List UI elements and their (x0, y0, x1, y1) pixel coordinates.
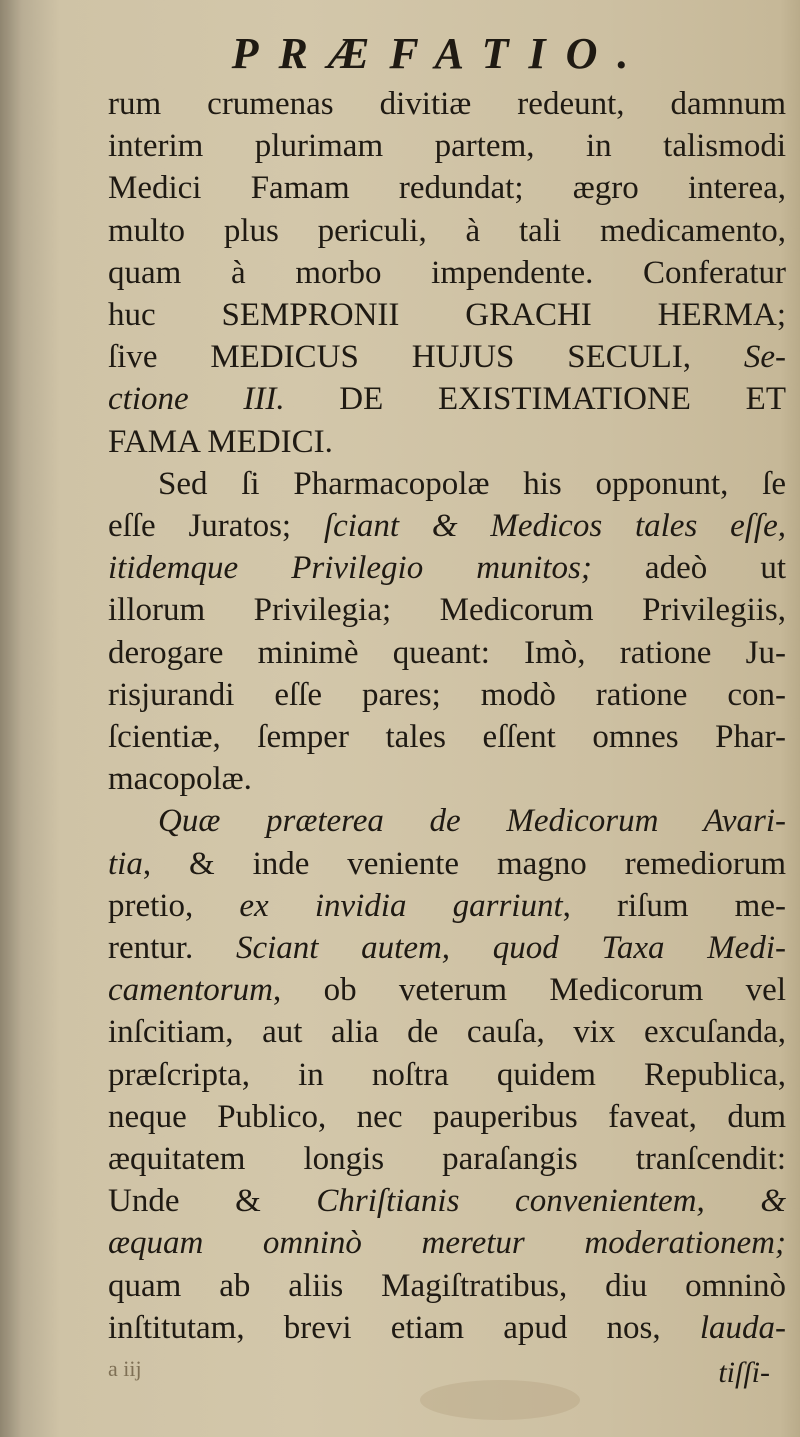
text-line (108, 759, 786, 799)
text-line (108, 928, 786, 968)
text-line (108, 1097, 786, 1137)
italic-text: ſciant & Medicos tales eſſe, (323, 508, 786, 544)
text-line (108, 253, 786, 293)
text-line (108, 337, 786, 377)
text-line (108, 801, 786, 841)
text-line (108, 717, 786, 757)
italic-text: Chriſtianis convenientem, & (316, 1183, 786, 1220)
text-line (108, 590, 786, 630)
roman-text: eſſe Juratos; (108, 508, 324, 544)
roman-text: multo plus periculi, à tali medicamento, (108, 212, 786, 249)
roman-text: risjurandi eſſe pares; modò ratione con- (108, 676, 786, 713)
roman-text: pretio, (108, 887, 240, 924)
italic-text: camentorum (108, 972, 273, 1009)
roman-text: Medici Famam redundat; ægro interea, (108, 170, 786, 207)
page-heading: PRÆFATIO. (231, 29, 649, 78)
text-line (108, 211, 786, 251)
text-line (108, 1055, 786, 1095)
text-line (108, 84, 786, 124)
text-line (108, 1181, 786, 1221)
text-line (108, 633, 786, 673)
text-line (108, 168, 786, 208)
roman-text: ſive MEDICUS HUJUS SECULI, (108, 339, 744, 376)
italic-text: Se- (743, 339, 786, 376)
italic-text: itidemque Privilegio munitos; (108, 550, 592, 587)
text-line (108, 1139, 786, 1179)
text-line (108, 1223, 786, 1263)
roman-text: , riſum me- (562, 887, 786, 924)
italic-text: ctione III. (108, 381, 285, 418)
text-line (108, 1266, 786, 1306)
text-line (108, 126, 786, 166)
roman-text: DE EXISTIMATIONE ET (284, 381, 786, 418)
text-line (108, 844, 786, 884)
roman-text: præſcripta, in noſtra quidem Republica, (108, 1056, 786, 1093)
roman-text: æquitatem longis paraſangis tranſcendit: (108, 1141, 786, 1177)
italic-text: lauda- (699, 1309, 786, 1346)
roman-text: Unde & (108, 1183, 317, 1220)
roman-text: quam à morbo impendente. Conferatur (108, 254, 786, 291)
roman-text: quam ab aliis Magiſtratibus, diu omninò (108, 1267, 786, 1304)
roman-text: inſcitiam, aut alia de cauſa, vix excuſanda, (108, 1014, 786, 1051)
roman-text: neque Publico, nec pauperibus faveat, dum (108, 1098, 786, 1135)
text-line (108, 970, 786, 1010)
text-line (108, 886, 786, 926)
roman-text: adeò ut (591, 550, 786, 587)
text-line (108, 464, 786, 504)
roman-text: , ob veterum Medicorum vel (272, 972, 786, 1009)
roman-text: huc SEMPRONII GRACHI HERMA; (108, 297, 786, 333)
text-line (108, 295, 786, 335)
italic-text: tia (108, 845, 143, 882)
roman-text: interim plurimam partem, in talismodi (108, 128, 786, 165)
text-line (108, 422, 786, 462)
italic-text: ex invidia garriunt (239, 887, 563, 924)
roman-text: FAMA MEDICI. (108, 423, 333, 460)
text-line (108, 1012, 786, 1052)
roman-text: rentur. (108, 930, 236, 966)
roman-text: inſtitutam, brevi etiam apud nos, (108, 1309, 700, 1346)
italic-text: Sciant autem, quod Taxa Medi- (235, 930, 786, 966)
italic-text: æquam omninò meretur moderationem; (108, 1225, 786, 1262)
signature-mark: a iij (108, 1356, 142, 1381)
text-line (108, 1308, 786, 1348)
text-line (108, 675, 786, 715)
roman-text: rum crumenas divitiæ redeunt, damnum (108, 86, 786, 122)
roman-text: macopolæ. (108, 761, 252, 798)
catchword: tiſſi- (718, 1356, 770, 1389)
paper-stain (420, 1380, 580, 1420)
text-line (108, 379, 786, 419)
text-line (108, 506, 786, 546)
roman-text: Sed ſi Pharmacopolæ his opponunt, ſe (158, 465, 786, 502)
roman-text: ſcientiæ, ſemper tales eſſent omnes Phar- (108, 719, 786, 755)
text-line (108, 548, 786, 588)
roman-text: derogare minimè queant: Imò, ratione Ju- (108, 634, 786, 671)
roman-text: illorum Privilegia; Medicorum Privilegiis, (108, 592, 786, 629)
italic-text: Quæ præterea de Medicorum Avari- (158, 803, 786, 840)
roman-text: , & inde veniente magno remediorum (142, 845, 786, 882)
